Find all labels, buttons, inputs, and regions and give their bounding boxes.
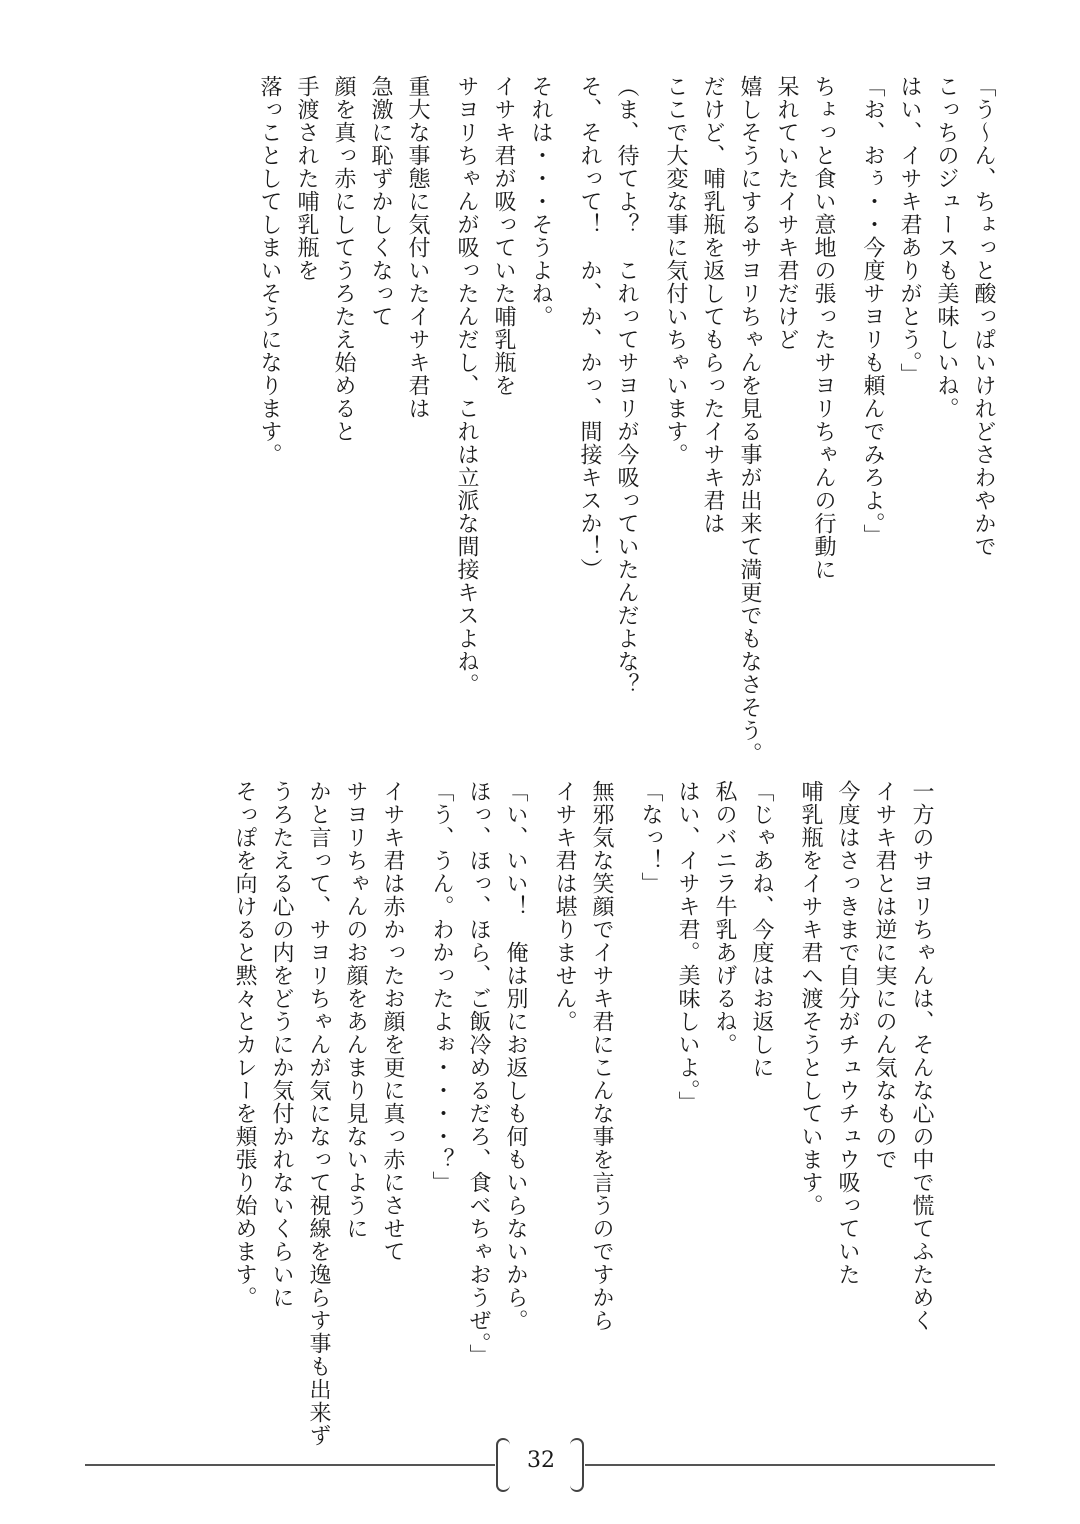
- paragraph: [423, 780, 534, 1420]
- text-line: 「う〜ん、ちょっと酸っぱいけれどさわやかで: [971, 75, 996, 558]
- text-line: 落っことしてしまいそうになります。: [257, 75, 282, 466]
- text-line: 手渡された哺乳瓶を: [294, 75, 319, 282]
- text-line: サヨリちゃんが吸ったんだし、これは立派な間接キスよね。: [454, 75, 479, 696]
- top-text-block: [239, 75, 1002, 765]
- text-line: サヨリちゃんのお顔をあんまり見ないように: [343, 780, 368, 1240]
- text-line: イサキ君が吸っていた哺乳瓶を: [491, 75, 516, 397]
- text-line: そっぽを向けると黙々とカレーを頬張り始めます。: [232, 780, 257, 1309]
- footer-rule-right: [585, 1464, 995, 1466]
- text-line: 今度はさっきまで自分がチュウチュウ吸っていた: [835, 780, 860, 1286]
- text-line: かと言って、サヨリちゃんが気になって視線を逸らす事も出来ず: [306, 780, 331, 1447]
- right-brace-ornament: [570, 1438, 584, 1492]
- text-line: 重大な事態に気付いたイサキ君は: [405, 75, 430, 420]
- text-line: だけど、哺乳瓶を返してもらったイサキ君は: [700, 75, 725, 535]
- text-line: 私のバニラ牛乳あげるね。: [712, 780, 737, 1056]
- text-line: うろたえる心の内をどうにか気付かれないくらいに: [269, 780, 294, 1309]
- text-line: 哺乳瓶をイサキ君へ渡そうとしています。: [798, 780, 823, 1217]
- text-line: 顔を真っ赤にしてうろたえ始めると: [331, 75, 356, 443]
- text-line: はい、イサキ君。美味しいよ。」: [675, 780, 700, 1114]
- paragraph: [448, 75, 559, 765]
- text-line: ちょっと食い意地の張ったサヨリちゃんの行動に: [811, 75, 836, 581]
- text-line: 「なっ！」: [638, 780, 663, 895]
- text-line: はい、イサキ君ありがとう。」: [897, 75, 922, 386]
- text-line: 一方のサヨリちゃんは、そんな心の中で慌てふためく: [909, 780, 934, 1332]
- text-line: 急激に恥ずかしくなって: [368, 75, 393, 328]
- text-line: イサキ君は赤かったお顔を更に真っ赤にさせて: [380, 780, 405, 1263]
- page-footer: [0, 1436, 1080, 1496]
- text-line: ほっ、ほっ、ほら、ご飯冷めるだろ、食べちゃおうぜ。」: [466, 780, 491, 1367]
- text-line: そ、それって！ か、か、かっ、間接キスか！）: [577, 75, 602, 581]
- text-line: 嬉しそうにするサヨリちゃんを見る事が出来て満更でもなさそう。: [737, 75, 762, 765]
- text-line: イサキ君とは逆に実にのん気なもので: [872, 780, 897, 1171]
- paragraph: [546, 780, 620, 1420]
- text-line: 「じゃあね、今度はお返しに: [749, 780, 774, 1079]
- text-line: 「う、うん。わかったよぉ・・・・？」: [429, 780, 454, 1194]
- text-line: （ま、待てよ？ これってサヨリが今吸っていたんだよな？: [614, 75, 639, 696]
- paragraph: [792, 780, 940, 1420]
- text-line: イサキ君は堪りません。: [552, 780, 577, 1033]
- text-line: ここで大変な事に気付いちゃいます。: [663, 75, 688, 466]
- paragraph: [571, 75, 645, 765]
- paragraph: [657, 75, 842, 765]
- text-line: 「い、いい！ 俺は別にお返しも何もいらないから。: [503, 780, 528, 1332]
- left-brace-ornament: [496, 1438, 510, 1492]
- footer-rule-left: [85, 1464, 495, 1466]
- paragraph: [854, 75, 1002, 765]
- text-line: 「お、おぅ・・今度サヨリも頼んでみろよ。」: [860, 75, 885, 547]
- text-line: 無邪気な笑顔でイサキ君にこんな事を言うのですから: [589, 780, 614, 1332]
- bottom-text-block: [214, 780, 940, 1447]
- text-line: 呆れていたイサキ君だけど: [774, 75, 799, 351]
- paragraph: [226, 780, 411, 1447]
- text-line: こっちのジュースも美味しいね。: [934, 75, 959, 420]
- page-number: 32: [527, 1448, 555, 1473]
- paragraph: [632, 780, 780, 1420]
- text-line: それは・・・そうよね。: [528, 75, 553, 328]
- paragraph: [251, 75, 436, 765]
